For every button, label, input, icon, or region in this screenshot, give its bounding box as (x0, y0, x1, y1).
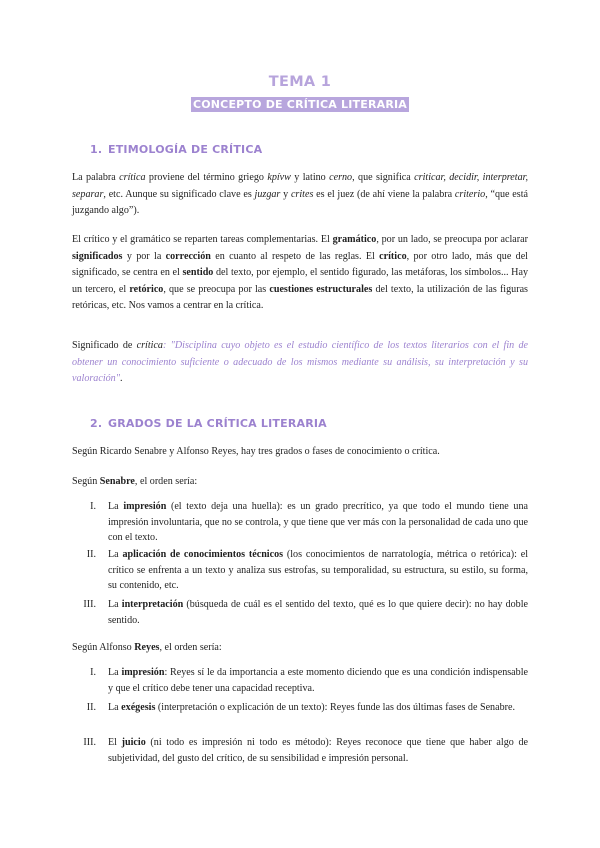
list-numeral: III. (83, 737, 96, 748)
senabre-item-3 (72, 597, 528, 629)
reyes-item-1 (72, 665, 528, 697)
page-title: TEMA 1 (268, 74, 332, 90)
reyes-item-3 (72, 735, 528, 767)
section-2-number: 2. (90, 417, 103, 430)
subtitle-wrap (0, 95, 600, 113)
list-numeral: I. (90, 501, 96, 512)
senabre-item-2 (72, 547, 528, 594)
list-item-text: La interpretación (búsqueda de cuál es el sentido del texto, qué es lo que quiere decir): no hay doble sentido. (108, 599, 528, 626)
list-item-text: La impresión (el texto deja una huella): es un grado precrítico, ya que todo el mundo tiene una impresión involuntaria, que no se controla, y que tiene que ver más con la personalidad de cada uno que con el texto. (108, 501, 529, 544)
etymology-paragraph: La palabra crítica proviene del término griego kpívw y latino cerno, que significa criticar, decidir, interpretar, separar, etc. Aunque su significado clave es juzgar y crites es el juez (de ahí viene la palabra criterio, “que está juzgando algo”). (72, 172, 528, 216)
section-1-number: 1. (90, 143, 103, 156)
list-numeral: II. (86, 549, 96, 560)
list-item-text: La aplicación de conocimientos técnicos (los conocimientos de narratología, métrica o retórica): el crítico se enfrenta a un texto y analiza sus estrofas, su temporalidad, su estructura, su estilo, su forma, su contenido, etc. (108, 549, 528, 592)
section-1-title: ETIMOLOGÍA DE CRÍTICA (108, 143, 263, 156)
reyes-item-2 (72, 700, 528, 732)
list-numeral: III. (83, 599, 96, 610)
page-subtitle: CONCEPTO DE CRÍTICA LITERARIA (192, 98, 408, 111)
list-item-text: El juicio (ni todo es impresión ni todo es método): Reyes reconoce que tiene que haber algo de subjetividad, del gusto del crítico, de su sensibilidad e impresión personal. (108, 737, 528, 764)
list-numeral: I. (90, 667, 96, 678)
section-2-title: GRADOS DE LA CRÍTICA LITERARIA (108, 417, 327, 430)
list-item-text: La impresión: Reyes sí le da importancia a este momento diciendo que es una condición indispensable y que el crítico debe tener una capacidad receptiva. (108, 667, 528, 694)
roles-paragraph: El crítico y el gramático se reparten tareas complementarias. El gramático, por un lado, se preocupa por aclarar significados y por la corrección en cuanto al respeto de las reglas. El crítico, por otro lado, más que del significado, se centra en el sentido del texto, por ejemplo, el sentido figurado, las metáforas, los símbolos... Hay un tercero, el retórico, que se preocupa por las cuestiones estructurales del texto, la utilización de las figuras retóricas, etc. Nos vamos a centrar en la crítica. (72, 234, 528, 311)
list-item-text: La exégesis (interpretación o explicación de un texto): Reyes funde las dos últimas fases de Senabre. (108, 702, 515, 713)
list-numeral: II. (86, 702, 96, 713)
section-2-heading (90, 417, 327, 430)
section-1-heading (90, 143, 262, 156)
senabre-lead: Según Senabre, el orden sería: (72, 476, 198, 487)
senabre-item-1 (72, 499, 528, 546)
definition-quote: Significado de crítica: "Disciplina cuyo objeto es el estudio científico de los textos literarios con el fin de obtener un conocimiento suficiente o adecuado de los mismos mediante su análisis, su interpretación y su valoración". (72, 340, 528, 384)
grades-intro: Según Ricardo Senabre y Alfonso Reyes, hay tres grados o fases de conocimiento o crítica. (72, 446, 440, 457)
reyes-lead: Según Alfonso Reyes, el orden sería: (72, 642, 222, 653)
